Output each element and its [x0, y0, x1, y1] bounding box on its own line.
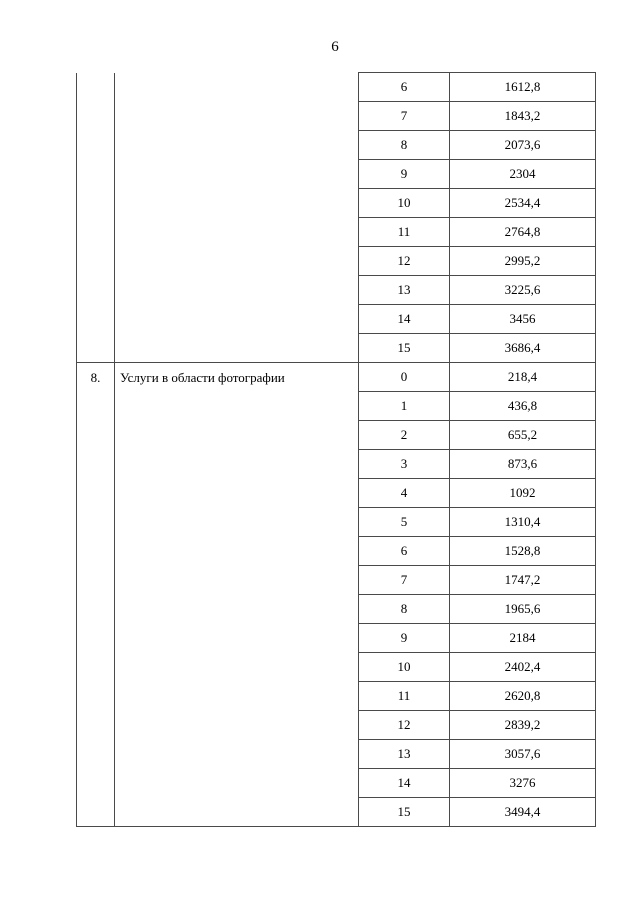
count-cell: 11	[359, 218, 450, 247]
count-cell: 7	[359, 566, 450, 595]
value-cell: 3225,6	[450, 276, 596, 305]
value-cell: 2534,4	[450, 189, 596, 218]
rates-table	[76, 72, 596, 827]
value-cell: 3686,4	[450, 334, 596, 363]
table-row	[77, 363, 596, 392]
count-cell: 13	[359, 276, 450, 305]
table-row	[77, 73, 596, 102]
value-cell: 1612,8	[450, 73, 596, 102]
value-cell: 3276	[450, 769, 596, 798]
value-cell: 2764,8	[450, 218, 596, 247]
value-cell: 1747,2	[450, 566, 596, 595]
value-cell: 1965,6	[450, 595, 596, 624]
count-cell: 1	[359, 392, 450, 421]
page-number: 6	[331, 39, 339, 55]
value-cell: 873,6	[450, 450, 596, 479]
value-cell: 2402,4	[450, 653, 596, 682]
count-cell: 11	[359, 682, 450, 711]
value-cell: 218,4	[450, 363, 596, 392]
count-cell: 8	[359, 131, 450, 160]
count-cell: 9	[359, 160, 450, 189]
value-cell: 655,2	[450, 421, 596, 450]
value-cell: 1528,8	[450, 537, 596, 566]
count-cell: 9	[359, 624, 450, 653]
value-cell: 2073,6	[450, 131, 596, 160]
count-cell: 8	[359, 595, 450, 624]
count-cell: 4	[359, 479, 450, 508]
count-cell: 13	[359, 740, 450, 769]
count-cell: 12	[359, 711, 450, 740]
value-cell: 436,8	[450, 392, 596, 421]
value-cell: 1843,2	[450, 102, 596, 131]
count-cell: 3	[359, 450, 450, 479]
count-cell: 14	[359, 305, 450, 334]
service-name-cell: Услуги в области фотографии	[115, 363, 359, 827]
service-name-cell	[115, 73, 359, 363]
value-cell: 3494,4	[450, 798, 596, 827]
service-number-cell: 8.	[77, 363, 115, 827]
count-cell: 10	[359, 189, 450, 218]
value-cell: 2995,2	[450, 247, 596, 276]
value-cell: 2184	[450, 624, 596, 653]
count-cell: 0	[359, 363, 450, 392]
service-number-cell	[77, 73, 115, 363]
value-cell: 2304	[450, 160, 596, 189]
value-cell: 2839,2	[450, 711, 596, 740]
count-cell: 12	[359, 247, 450, 276]
value-cell: 1310,4	[450, 508, 596, 537]
value-cell: 3057,6	[450, 740, 596, 769]
count-cell: 10	[359, 653, 450, 682]
rates-table-body	[77, 73, 596, 827]
value-cell: 1092	[450, 479, 596, 508]
count-cell: 7	[359, 102, 450, 131]
value-cell: 3456	[450, 305, 596, 334]
count-cell: 15	[359, 334, 450, 363]
count-cell: 15	[359, 798, 450, 827]
count-cell: 6	[359, 73, 450, 102]
count-cell: 5	[359, 508, 450, 537]
count-cell: 2	[359, 421, 450, 450]
count-cell: 6	[359, 537, 450, 566]
value-cell: 2620,8	[450, 682, 596, 711]
count-cell: 14	[359, 769, 450, 798]
